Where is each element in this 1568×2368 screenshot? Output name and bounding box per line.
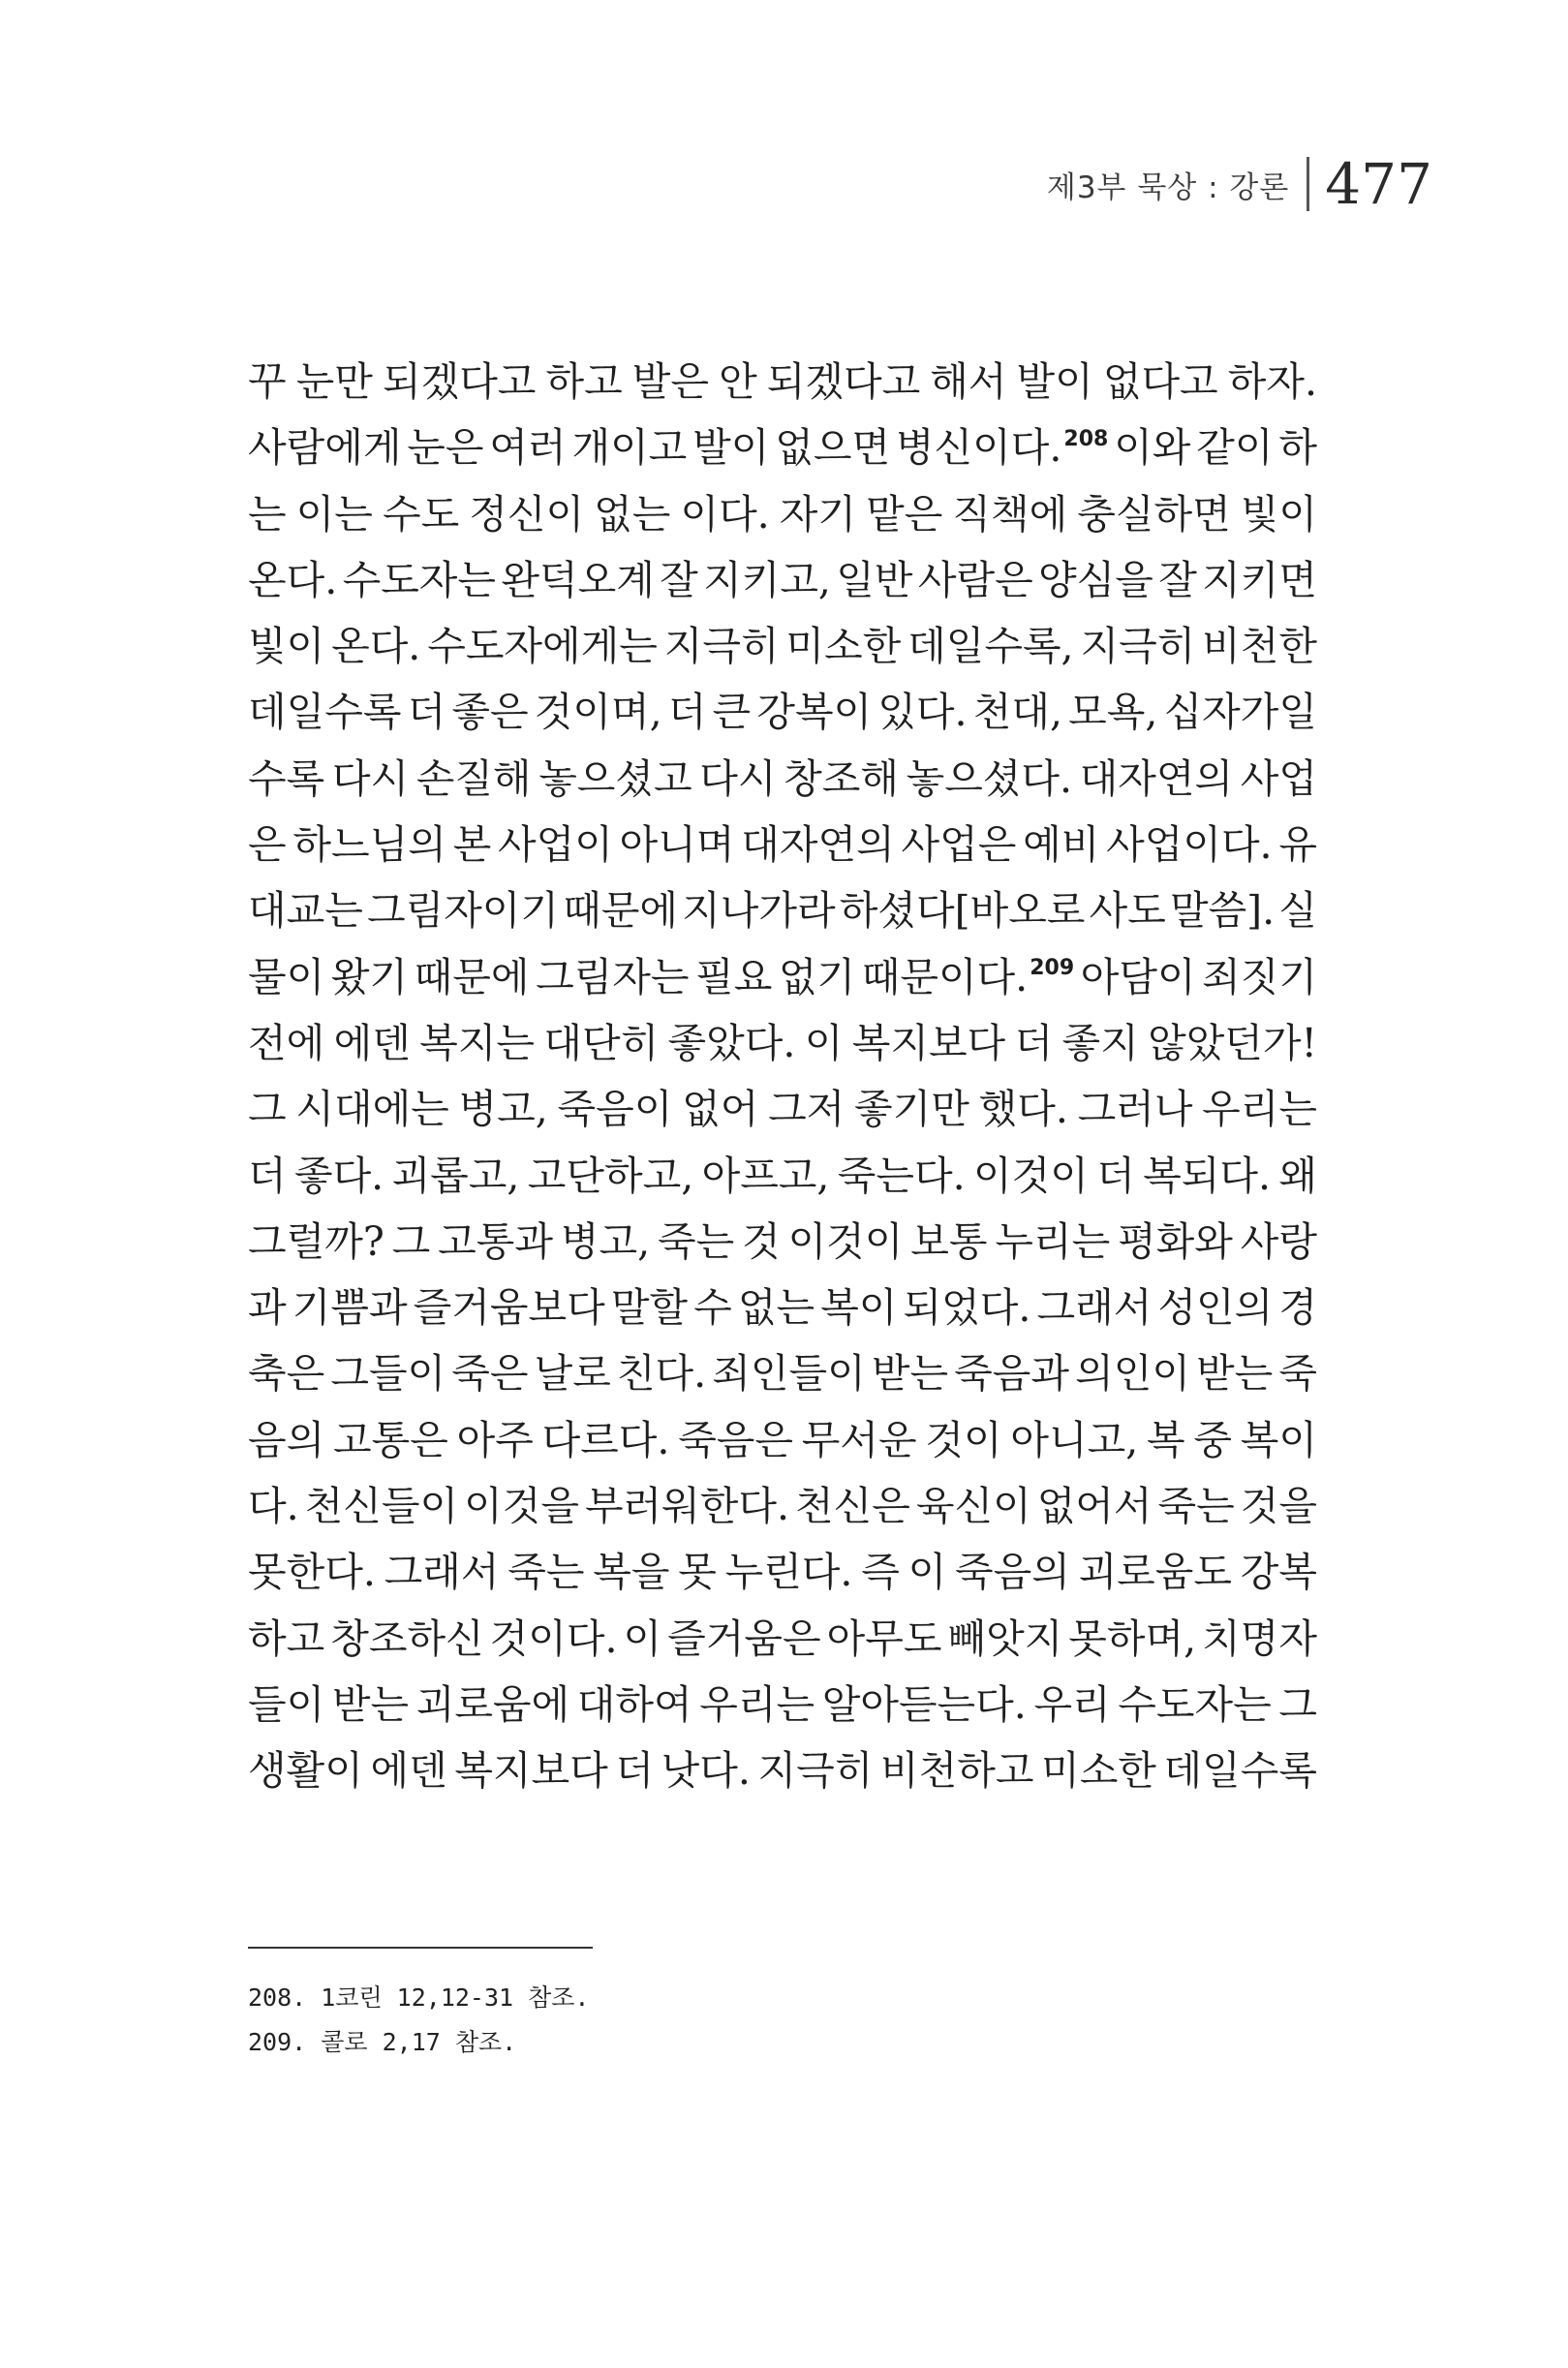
header-divider — [1307, 157, 1309, 211]
text-line: 축은 그들이 죽은 날로 친다. 죄인들이 받는 죽음과 의인이 받는 죽 — [248, 1350, 1317, 1398]
footnotes — [248, 1976, 589, 2065]
footnote-divider — [248, 1947, 593, 1949]
text-line: 과 기쁨과 즐거움보다 말할 수 없는 복이 되었다. 그래서 성인의 경 — [248, 1284, 1317, 1332]
text-line: 는 이는 수도 정신이 없는 이다. 자기 맡은 직책에 충실하면 빛이 — [248, 490, 1317, 538]
text-line: 데일수록 더 좋은 것이며, 더 큰 강복이 있다. 천대, 모욕, 십자가일 — [248, 689, 1317, 736]
text-line: 물이 왔기 때문에 그림자는 필요 없기 때문이다.$^{209}$ 아담이 죄짓기 — [248, 953, 1317, 1000]
text-line: 더 좋다. 괴롭고, 고단하고, 아프고, 죽는다. 이것이 더 복되다. 왜 — [248, 1152, 1317, 1199]
text-line: 수록 다시 손질해 놓으셨고 다시 창조해 놓으셨다. 대자연의 사업 — [248, 754, 1317, 802]
footnote-208: 208. 1코린 12,12-31 참조. — [248, 1984, 590, 2012]
text-line: 사람에게 눈은 여러 개이고 발이 없으면 병신이다.$^{208}$ 이와 같이 하 — [248, 424, 1317, 472]
text-line: 온다. 수도자는 완덕오계 잘 지키고, 일반 사람은 양심을 잘 지키면 — [248, 556, 1317, 603]
text-line: 못한다. 그래서 죽는 복을 못 누린다. 즉 이 죽음의 괴로움도 강복 — [248, 1549, 1317, 1596]
footnote-ref-209: 209 — [1030, 956, 1075, 981]
text-line: 빛이 온다. 수도자에게는 지극히 미소한 데일수록, 지극히 비천한 — [248, 623, 1317, 670]
text-line: 그 시대에는 병고, 죽음이 없어 그저 좋기만 했다. 그러나 우리는 — [248, 1086, 1317, 1133]
text-line: 음의 고통은 아주 다르다. 죽음은 무서운 것이 아니고, 복 중 복이 — [248, 1416, 1317, 1463]
footnote-ref-208: 208 — [1063, 426, 1109, 451]
text-line: 다. 천신들이 이것을 부러워한다. 천신은 육신이 없어서 죽는 것을 — [248, 1483, 1317, 1530]
text-line: 은 하느님의 본 사업이 아니며 대자연의 사업은 예비 사업이다. 유 — [248, 821, 1317, 869]
text-line: 생활이 에덴 복지보다 더 낫다. 지극히 비천하고 미소한 데일수록 — [248, 1747, 1317, 1795]
running-head — [1047, 145, 1432, 223]
text-line: 전에 에덴 복지는 대단히 좋았다. 이 복지보다 더 좋지 않았던가! — [248, 1019, 1317, 1066]
body-text — [248, 349, 1317, 1804]
text-line: 들이 받는 괴로움에 대하여 우리는 알아듣는다. 우리 수도자는 그 — [248, 1680, 1317, 1728]
text-line: 그럴까? 그 고통과 병고, 죽는 것 이것이 보통 누리는 평화와 사랑 — [248, 1217, 1317, 1265]
text-line: 하고 창조하신 것이다. 이 즐거움은 아무도 빼앗지 못하며, 치명자 — [248, 1615, 1317, 1662]
page-number: 477 — [1325, 151, 1432, 217]
text-line: 대교는 그림자이기 때문에 지나가라 하셨다[바오로 사도 말씀]. 실 — [248, 887, 1317, 935]
footnote-209: 209. 콜로 2,17 참조. — [248, 2028, 517, 2056]
text-line: 꾸 눈만 되겠다고 하고 발은 안 되겠다고 해서 발이 없다고 하자. — [248, 358, 1317, 405]
section-title: 제3부 묵상 : 강론 — [1046, 169, 1290, 205]
